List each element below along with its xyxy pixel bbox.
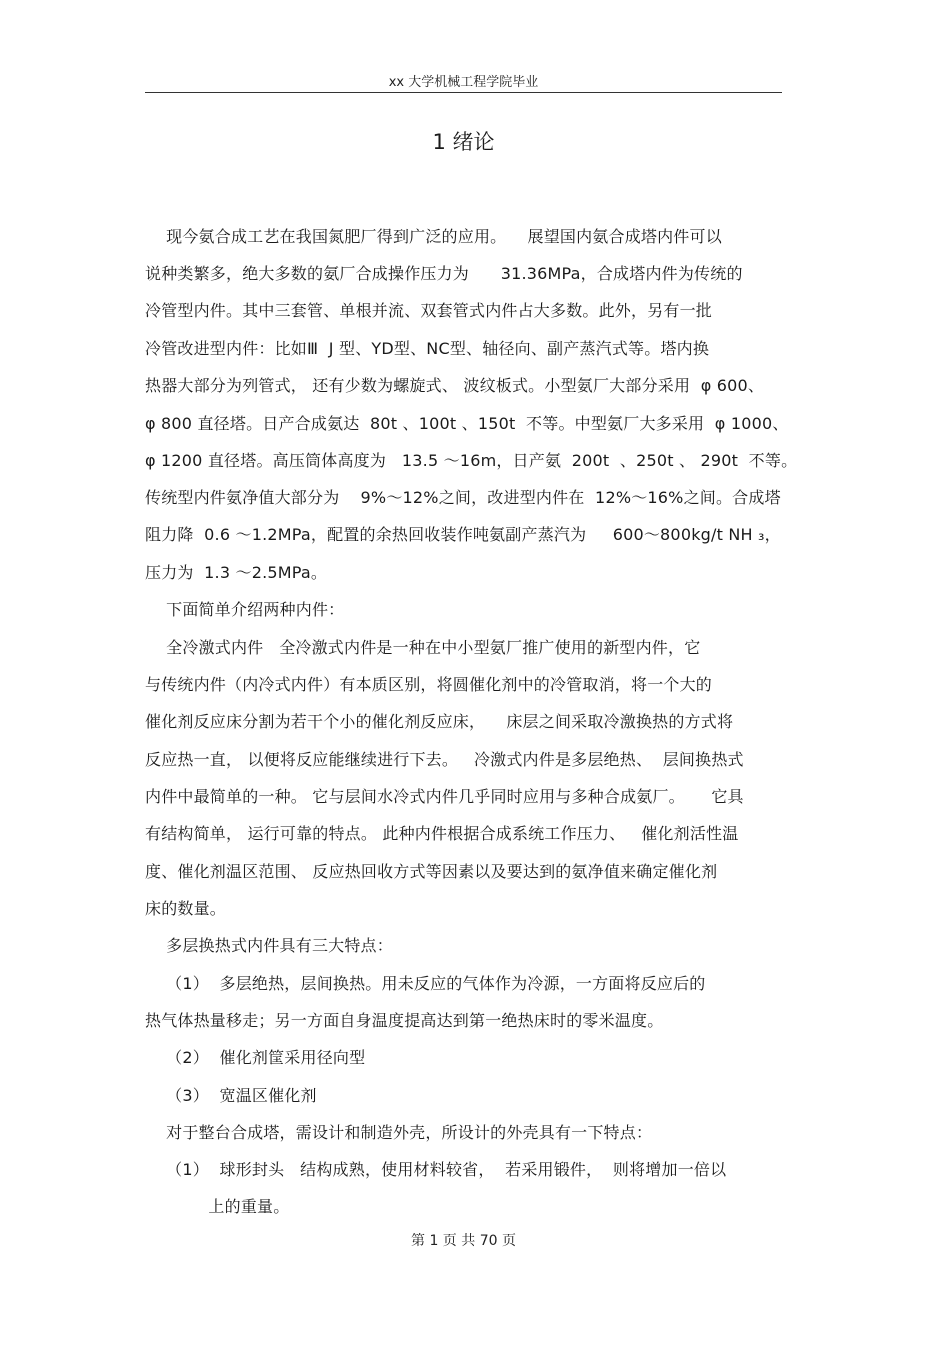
body-line: 热气体热量移走；另一方面自身温度提高达到第一绝热床时的零米温度。 [145, 1011, 664, 1030]
body-line: 阻力降 0.6 ～1.2MPa，配置的余热回收装作吨氨副产蒸汽为 600～800kg/t NH ₃， [145, 525, 781, 544]
body-line: 冷管改进型内件：比如Ⅲ J 型、YD型、NC型、轴径向、副产蒸汽式等。塔内换 [145, 339, 710, 358]
body-line: （1） 球形封头 结构成熟，使用材料较省， 若采用锻件， 则将增加一倍以 [145, 1160, 727, 1179]
body-line: 内件中最简单的一种。 它与层间水冷式内件几乎同时应用与多种合成氨厂。 它具 [145, 787, 744, 806]
body-line: 热器大部分为列管式， 还有少数为螺旋式、 波纹板式。小型氨厂大部分采用 φ 600、 [145, 376, 765, 395]
body-line: 说种类繁多，绝大多数的氨厂合成操作压力为 31.36MPa，合成塔内件为传统的 [145, 264, 743, 283]
body-line: 上的重量。 [145, 1197, 290, 1216]
body-line: 有结构简单， 运行可靠的特点。 此种内件根据合成系统工作压力、 催化剂活性温 [145, 824, 739, 843]
body-line: （1） 多层绝热，层间换热。用未反应的气体作为冷源，一方面将反应后的 [145, 974, 706, 993]
body-line: 多层换热式内件具有三大特点： [145, 936, 393, 955]
body-line: （2） 催化剂筐采用径向型 [145, 1048, 366, 1067]
body-line: φ 1200 直径塔。高压筒体高度为 13.5 ～16m，日产氨 200t 、250t 、 290t 不等。 [145, 451, 798, 470]
body-line: 全冷激式内件 全冷激式内件是一种在中小型氨厂推广使用的新型内件，它 [145, 638, 701, 657]
body-line: 冷管型内件。其中三套管、单根并流、双套管式内件占大多数。此外，另有一批 [145, 301, 713, 320]
body-line: 与传统内件（内冷式内件）有本质区别，将圆催化剂中的冷管取消，将一个大的 [145, 675, 713, 694]
body-line: 下面简单介绍两种内件： [145, 600, 345, 619]
body-line: φ 800 直径塔。日产合成氨达 80t 、100t 、150t 不等。中型氨厂大多采用 φ 1000、 [145, 414, 789, 433]
body-line: 度、催化剂温区范围、 反应热回收方式等因素以及要达到的氨净值来确定催化剂 [145, 862, 718, 881]
body-line: 反应热一直， 以便将反应能继续进行下去。 冷激式内件是多层绝热、 层间换热式 [145, 750, 744, 769]
body-line: 现今氨合成工艺在我国氮肥厂得到广泛的应用。 展望国内氨合成塔内件可以 [145, 227, 722, 246]
section-title: 1 绪论 [432, 130, 495, 154]
body-line: 对于整台合成塔，需设计和制造外壳，所设计的外壳具有一下特点： [145, 1123, 653, 1142]
page-header: xx 大学机械工程学院毕业 [388, 75, 539, 90]
body-line: 催化剂反应床分割为若干个小的催化剂反应床， 床层之间采取冷激换热的方式将 [145, 712, 734, 731]
body-line: 压力为 1.3 ～2.5MPa。 [145, 563, 328, 582]
body-line: （3） 宽温区催化剂 [145, 1086, 317, 1105]
body-line: 传统型内件氨净值大部分为 9%～12%之间，改进型内件在 12%～16%之间。合成塔 [145, 488, 781, 507]
body-line: 床的数量。 [145, 899, 227, 918]
header-divider [145, 92, 782, 93]
page-footer: 第 1 页 共 70 页 [411, 1233, 516, 1249]
